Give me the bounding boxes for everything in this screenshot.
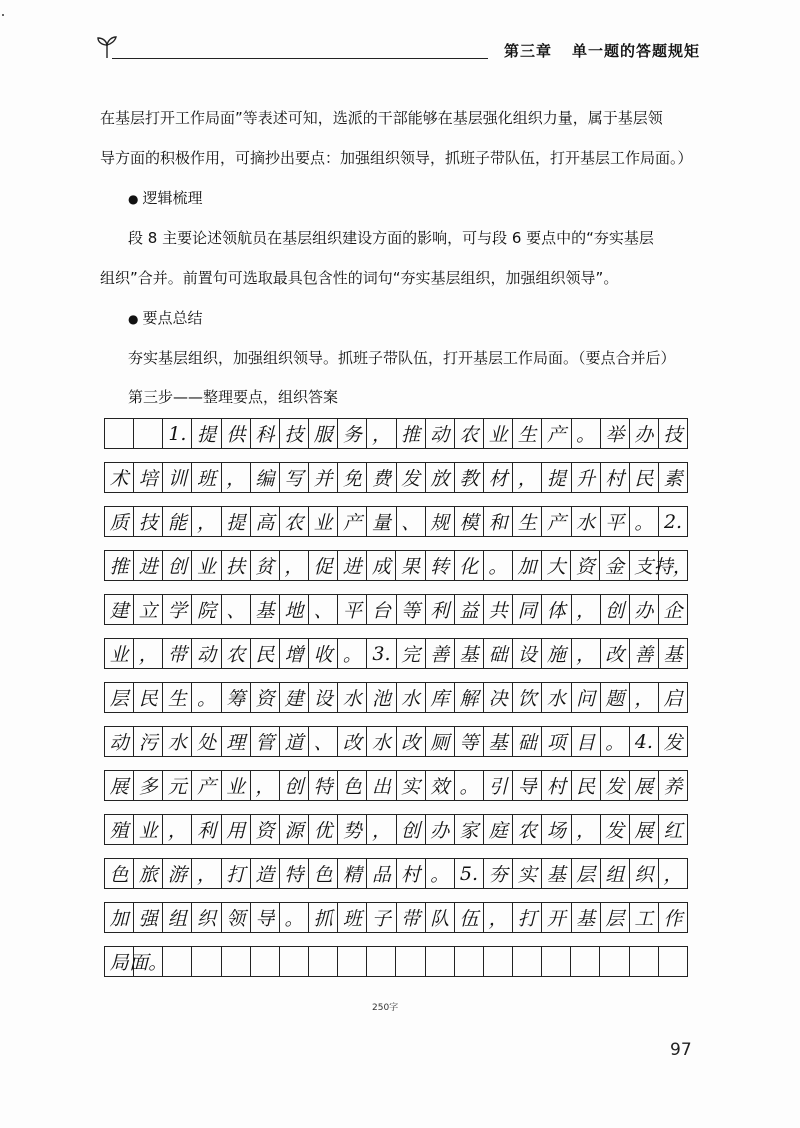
grid-cell: 色 [309, 859, 338, 888]
grid-cell: 改 [397, 727, 426, 756]
grid-cell: 。 [455, 771, 484, 800]
grid-cell: 建 [280, 683, 309, 712]
grid-cell: 2. [659, 507, 688, 536]
grid-cell: 技 [280, 419, 309, 448]
grid-cell: 创 [163, 551, 192, 580]
grid-cell [455, 947, 484, 976]
grid-cell: 平 [338, 595, 367, 624]
grid-cell [222, 947, 251, 976]
grid-cell: 组 [601, 859, 630, 888]
grid-cell: 规 [426, 507, 455, 536]
grid-cell: 领 [222, 903, 251, 932]
grid-cell: ， [367, 815, 396, 844]
grid-cell: 局 [105, 947, 134, 976]
grid-cell: 基 [542, 859, 571, 888]
grid-cell: 效 [426, 771, 455, 800]
grid-cell: 特 [309, 771, 338, 800]
grid-cell: 院 [192, 595, 221, 624]
grid-cell: 基 [659, 639, 688, 668]
grid-cell: 发 [659, 727, 688, 756]
grid-cell: 生 [513, 419, 542, 448]
grid-cell: 提 [192, 419, 221, 448]
grid-cell: 改 [338, 727, 367, 756]
grid-cell: 家 [455, 815, 484, 844]
answer-grid [104, 418, 692, 990]
header-title [504, 40, 700, 61]
grid-cell: 等 [397, 595, 426, 624]
grid-cell: 农 [280, 507, 309, 536]
grid-row [104, 902, 688, 933]
grid-cell: 供 [222, 419, 251, 448]
grid-cell [542, 947, 571, 976]
step-heading: 第三步——整理要点，组织答案 [128, 388, 339, 406]
grid-cell: 业 [105, 639, 134, 668]
grid-cell: 推 [397, 419, 426, 448]
grid-cell: 产 [542, 419, 571, 448]
grid-cell: ， [251, 771, 280, 800]
grid-cell: 组 [163, 903, 192, 932]
grid-cell: 民 [572, 771, 601, 800]
grid-row [104, 550, 692, 581]
grid-cell: ， [134, 639, 163, 668]
grid-cell: 业 [309, 507, 338, 536]
grid-cell: 色 [338, 771, 367, 800]
grid-cell: 学 [163, 595, 192, 624]
grid-cell: 进 [338, 551, 367, 580]
word-count-label: 250字 [372, 1003, 399, 1013]
grid-cell: 费 [367, 463, 396, 492]
grid-cell: 资 [251, 815, 280, 844]
grid-cell: 产 [338, 507, 367, 536]
grid-cell: 决 [484, 683, 513, 712]
grid-cell: ， [572, 595, 601, 624]
grid-cell: 提 [542, 463, 571, 492]
grid-cell: 打 [222, 859, 251, 888]
grid-cell [309, 947, 338, 976]
page-number: 97 [670, 1040, 692, 1060]
grid-cell [192, 947, 221, 976]
grid-cell: 解 [455, 683, 484, 712]
grid-cell: ， [659, 859, 688, 888]
grid-cell: 织 [192, 903, 221, 932]
grid-cell: 红 [659, 815, 688, 844]
grid-cell: 水 [338, 683, 367, 712]
grid-cell: 水 [397, 683, 426, 712]
grid-cell: ， [630, 683, 659, 712]
grid-cell: 材 [484, 463, 513, 492]
grid-cell: 贫 [251, 551, 280, 580]
sprout-icon [96, 34, 118, 60]
grid-cell: 生 [513, 507, 542, 536]
grid-cell: 共 [484, 595, 513, 624]
grid-cell: 游 [163, 859, 192, 888]
grid-cell: 民 [134, 683, 163, 712]
grid-cell: 同 [513, 595, 542, 624]
grid-cell: 水 [163, 727, 192, 756]
grid-cell: 旅 [134, 859, 163, 888]
grid-cell: 理 [222, 727, 251, 756]
grid-cell: 科 [251, 419, 280, 448]
grid-cell: 改 [601, 639, 630, 668]
grid-cell: 筹 [222, 683, 251, 712]
grid-cell: 势 [338, 815, 367, 844]
grid-cell: 办 [426, 815, 455, 844]
grid-cell: ， [222, 463, 251, 492]
grid-cell: 业 [134, 815, 163, 844]
grid-cell: 大 [542, 551, 571, 580]
grid-cell: 业 [192, 551, 221, 580]
grid-cell: 层 [572, 859, 601, 888]
grid-cell [659, 947, 688, 976]
grid-cell: 。 [280, 903, 309, 932]
grid-cell: 特 [280, 859, 309, 888]
grid-cell: 展 [105, 771, 134, 800]
grid-cell: 质 [105, 507, 134, 536]
grid-cell: 基 [251, 595, 280, 624]
grid-cell: 编 [251, 463, 280, 492]
grid-cell: 模 [455, 507, 484, 536]
paragraph-line: 导方面的积极作用，可摘抄出要点：加强组织领导，抓班子带队伍，打开基层工作局面。） [100, 149, 693, 167]
grid-cell: 实 [513, 859, 542, 888]
grid-row [104, 770, 688, 801]
grid-cell: 水 [572, 507, 601, 536]
grid-cell: 民 [630, 463, 659, 492]
grid-cell: 库 [426, 683, 455, 712]
grid-cell: 产 [192, 771, 221, 800]
grid-cell: 支 [630, 551, 659, 580]
grid-cell: 加 [513, 551, 542, 580]
grid-cell: 并 [309, 463, 338, 492]
grid-row [104, 462, 688, 493]
grid-cell [367, 947, 396, 976]
grid-cell: 、 [309, 727, 338, 756]
paragraph-line: 段 8 主要论述领航员在基层组织建设方面的影响，可与段 6 要点中的“夯实基层 [128, 229, 654, 247]
grid-row [104, 506, 688, 537]
grid-cell: 善 [630, 639, 659, 668]
grid-cell: 管 [251, 727, 280, 756]
grid-cell: 扶 [222, 551, 251, 580]
grid-cell: 村 [542, 771, 571, 800]
grid-cell [396, 947, 425, 976]
page-header [88, 30, 700, 66]
grid-cell: 地 [280, 595, 309, 624]
grid-cell: 能 [163, 507, 192, 536]
grid-cell: 5. [455, 859, 484, 888]
grid-cell: 村 [601, 463, 630, 492]
grid-cell: 基 [572, 903, 601, 932]
grid-cell: 利 [426, 595, 455, 624]
grid-cell: 免 [338, 463, 367, 492]
grid-cell: 办 [630, 419, 659, 448]
grid-cell: 技 [659, 419, 688, 448]
grid-row [104, 682, 688, 713]
grid-row [104, 418, 688, 449]
grid-cell: 体 [542, 595, 571, 624]
grid-cell: 品 [367, 859, 396, 888]
grid-cell: 带 [397, 903, 426, 932]
paragraph-line: 在基层打开工作局面”等表述可知，选派的干部能够在基层强化组织力量，属于基层领 [100, 109, 663, 127]
grid-cell: 织 [630, 859, 659, 888]
grid-cell: 色 [105, 859, 134, 888]
grid-row [104, 726, 688, 757]
grid-cell: 动 [192, 639, 221, 668]
grid-cell: 展 [630, 815, 659, 844]
grid-cell: 办 [630, 595, 659, 624]
grid-cell: 术 [105, 463, 134, 492]
grid-cell: 训 [163, 463, 192, 492]
grid-cell: 础 [484, 639, 513, 668]
grid-cell: 打 [513, 903, 542, 932]
grid-cell: 和 [484, 507, 513, 536]
grid-cell: 开 [542, 903, 571, 932]
paragraph-line: 组织”合并。前置句可选取最具包含性的词句“夯实基层组织，加强组织领导”。 [100, 269, 619, 287]
grid-cell: 加 [105, 903, 134, 932]
grid-cell: 水 [542, 683, 571, 712]
grid-cell: ， [572, 815, 601, 844]
grid-cell: 金 [600, 551, 629, 580]
grid-cell: 水 [367, 727, 396, 756]
grid-cell: 饮 [513, 683, 542, 712]
grid-cell: 企 [659, 595, 688, 624]
grid-cell: 题 [601, 683, 630, 712]
grid-cell: 建 [105, 595, 134, 624]
grid-cell: 写 [280, 463, 309, 492]
grid-cell: 基 [455, 639, 484, 668]
grid-cell: 增 [280, 639, 309, 668]
grid-cell: 平 [601, 507, 630, 536]
grid-cell: 善 [426, 639, 455, 668]
grid-cell: ， [484, 903, 513, 932]
grid-cell: 。 [192, 683, 221, 712]
grid-cell: 、 [309, 595, 338, 624]
grid-cell: 发 [601, 771, 630, 800]
grid-cell: 4. [630, 727, 659, 756]
grid-cell [426, 947, 455, 976]
grid-cell: 实 [397, 771, 426, 800]
grid-cell: 台 [367, 595, 396, 624]
grid-cell: 资 [251, 683, 280, 712]
grid-row [104, 638, 688, 669]
grid-cell: 教 [455, 463, 484, 492]
grid-cell: 举 [601, 419, 630, 448]
grid-cell [105, 419, 134, 448]
grid-cell: 生 [163, 683, 192, 712]
grid-cell: 目 [572, 727, 601, 756]
grid-cell: 多 [134, 771, 163, 800]
grid-cell: 作 [659, 903, 688, 932]
grid-cell: ， [513, 463, 542, 492]
grid-cell: 础 [513, 727, 542, 756]
grid-cell: 元 [163, 771, 192, 800]
grid-cell [600, 947, 629, 976]
grid-cell: ， [192, 859, 221, 888]
grid-cell: 殖 [105, 815, 134, 844]
grid-cell: 用 [222, 815, 251, 844]
grid-cell: 导 [513, 771, 542, 800]
grid-cell: 利 [192, 815, 221, 844]
grid-cell [134, 419, 163, 448]
grid-cell: 培 [134, 463, 163, 492]
grid-cell: 转 [426, 551, 455, 580]
grid-cell: 资 [571, 551, 600, 580]
grid-cell: 优 [309, 815, 338, 844]
grid-cell: 层 [105, 683, 134, 712]
grid-cell: 立 [134, 595, 163, 624]
grid-cell [630, 947, 659, 976]
grid-cell: 子 [367, 903, 396, 932]
grid-cell: 养 [659, 771, 688, 800]
grid-cell: 处 [192, 727, 221, 756]
section-heading-logic: ● 逻辑梳理 [128, 188, 700, 209]
grid-cell: 完 [397, 639, 426, 668]
grid-cell: 业 [484, 419, 513, 448]
grid-cell: 启 [659, 683, 688, 712]
grid-cell: 村 [397, 859, 426, 888]
grid-cell: 促 [309, 551, 338, 580]
grid-cell: 夯 [484, 859, 513, 888]
grid-cell: 创 [280, 771, 309, 800]
grid-cell: 收 [309, 639, 338, 668]
grid-cell: 。 [484, 551, 513, 580]
paragraph-line: 夯实基层组织，加强组织领导。抓班子带队伍，打开基层工作局面。（要点合并后） [128, 349, 676, 367]
grid-cell: 创 [601, 595, 630, 624]
grid-cell: 。 [630, 507, 659, 536]
header-rule [112, 58, 488, 59]
grid-cell: 1. [163, 419, 192, 448]
grid-cell: 施 [542, 639, 571, 668]
grid-cell: ， [280, 551, 309, 580]
grid-cell: 庭 [484, 815, 513, 844]
grid-cell: 素 [659, 463, 688, 492]
grid-cell: ， [192, 507, 221, 536]
grid-cell: 源 [280, 815, 309, 844]
grid-cell: 务 [338, 419, 367, 448]
grid-cell: 量 [367, 507, 396, 536]
grid-cell: 池 [367, 683, 396, 712]
grid-cell: 等 [455, 727, 484, 756]
grid-cell: 抓 [309, 903, 338, 932]
grid-cell: 伍 [455, 903, 484, 932]
grid-cell [338, 947, 367, 976]
grid-cell: 。 [572, 419, 601, 448]
grid-cell: 推 [105, 551, 134, 580]
grid-cell: 民 [251, 639, 280, 668]
grid-cell: 问 [572, 683, 601, 712]
grid-cell: 农 [455, 419, 484, 448]
grid-cell: 高 [251, 507, 280, 536]
grid-cell: 发 [601, 815, 630, 844]
grid-cell: 农 [513, 815, 542, 844]
grid-cell: 精 [338, 859, 367, 888]
grid-cell: 引 [484, 771, 513, 800]
grid-cell: 、 [397, 507, 426, 536]
grid-cell: 升 [572, 463, 601, 492]
grid-cell: 技 [134, 507, 163, 536]
grid-cell: 果 [396, 551, 425, 580]
grid-cell: ， [163, 815, 192, 844]
grid-cell [163, 947, 192, 976]
grid-cell: 农 [222, 639, 251, 668]
grid-cell: ， [367, 419, 396, 448]
grid-cell: 动 [426, 419, 455, 448]
grid-cell: 放 [426, 463, 455, 492]
grid-cell: 道 [280, 727, 309, 756]
section-heading-summary: ● 要点总结 [128, 308, 700, 329]
grid-cell: 班 [192, 463, 221, 492]
grid-cell: 发 [397, 463, 426, 492]
grid-cell: 3. [367, 639, 396, 668]
header-chapter-title: 单一题的答题规矩 [571, 42, 700, 60]
grid-cell: 造 [251, 859, 280, 888]
grid-cell: 带 [163, 639, 192, 668]
grid-cell: 导 [251, 903, 280, 932]
grid-cell: 厕 [426, 727, 455, 756]
grid-cell [484, 947, 513, 976]
grid-cell [251, 947, 280, 976]
grid-cell: 层 [601, 903, 630, 932]
grid-cell: 出 [367, 771, 396, 800]
scan-speck [2, 14, 4, 16]
grid-cell: 持， [659, 551, 688, 580]
grid-cell [513, 947, 542, 976]
grid-cell: 、 [222, 595, 251, 624]
grid-cell: 项 [542, 727, 571, 756]
grid-cell: 面。 [134, 947, 163, 976]
grid-row [104, 858, 688, 889]
grid-cell: 班 [338, 903, 367, 932]
grid-cell: 强 [134, 903, 163, 932]
grid-cell: 工 [630, 903, 659, 932]
grid-cell [571, 947, 600, 976]
grid-cell: 设 [513, 639, 542, 668]
grid-cell: 益 [455, 595, 484, 624]
grid-cell: ， [572, 639, 601, 668]
grid-cell: 进 [134, 551, 163, 580]
grid-cell: 化 [455, 551, 484, 580]
grid-cell: 业 [222, 771, 251, 800]
grid-cell: 创 [397, 815, 426, 844]
grid-cell: 。 [338, 639, 367, 668]
grid-cell: 队 [426, 903, 455, 932]
grid-cell: 基 [484, 727, 513, 756]
header-chapter: 第三章 [503, 42, 552, 60]
grid-cell: 展 [630, 771, 659, 800]
grid-row [104, 594, 688, 625]
grid-cell: 产 [542, 507, 571, 536]
grid-cell: 提 [222, 507, 251, 536]
grid-cell: 成 [367, 551, 396, 580]
grid-cell: 污 [134, 727, 163, 756]
grid-row [104, 946, 688, 977]
grid-cell: 设 [309, 683, 338, 712]
grid-cell: 场 [542, 815, 571, 844]
grid-cell: 动 [105, 727, 134, 756]
grid-cell [280, 947, 309, 976]
grid-cell: 。 [426, 859, 455, 888]
grid-cell: 服 [309, 419, 338, 448]
grid-cell: 。 [601, 727, 630, 756]
grid-row [104, 814, 688, 845]
